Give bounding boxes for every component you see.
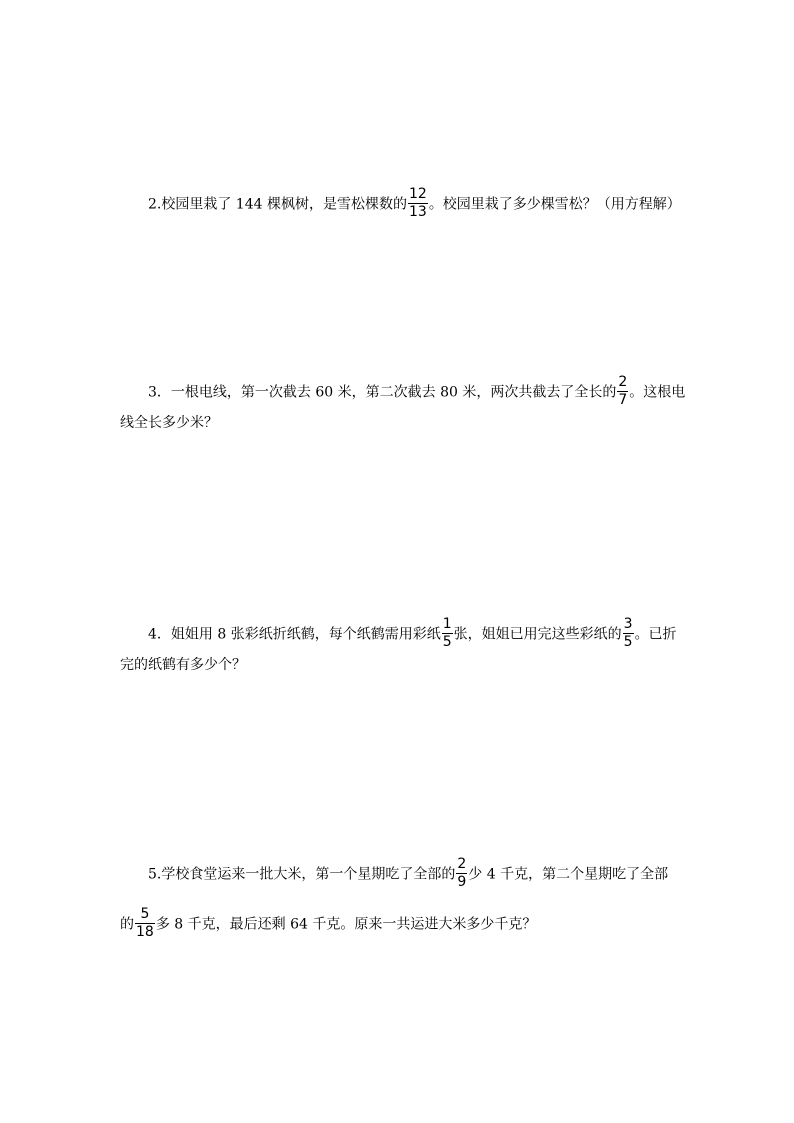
problem-2-text-start: 2.校园里栽了 144 棵枫树，是雪松棵数的 xyxy=(148,196,407,213)
problem-2-text-end: 。校园里栽了多少棵雪松？（用方程解） xyxy=(428,196,681,213)
problem-4-text-line-2: 完的纸鹤有多少个？ xyxy=(120,657,246,673)
fraction-5-18 xyxy=(135,906,155,941)
fraction-numerator: 5 xyxy=(135,906,155,924)
fraction-numerator: 2 xyxy=(618,374,628,390)
problem-4-text-middle: 张，姐姐已用完这些彩纸的 xyxy=(453,626,622,643)
fraction-numerator: 2 xyxy=(457,856,467,872)
problem-3-text-end: 。这根电 xyxy=(629,384,686,401)
problem-3-text-start: 3．一根电线，第一次截去 60 米，第二次截去 80 米，两次共截去了全长的 xyxy=(148,384,617,401)
fraction-denominator: 13 xyxy=(408,204,427,220)
problem-5-text-start: 5.学校食堂运来一批大米，第一个星期吃了全部的 xyxy=(148,866,456,883)
fraction-1-5 xyxy=(442,616,453,651)
problem-3-line-1 xyxy=(148,374,686,408)
problem-5-line-2 xyxy=(120,906,537,940)
fraction-denominator: 18 xyxy=(136,924,154,940)
problem-3-text-line-2: 线全长多少米？ xyxy=(120,415,218,431)
problem-2-line-1 xyxy=(148,186,681,220)
fraction-12-13 xyxy=(408,186,428,221)
problem-4-line-2 xyxy=(120,655,246,675)
problem-5-text-end: 少 4 千克，第二个星期吃了全部 xyxy=(468,866,669,883)
fraction-numerator: 3 xyxy=(623,616,633,632)
fraction-3-5 xyxy=(623,616,634,651)
fraction-2-7 xyxy=(617,374,628,409)
problem-3-line-2 xyxy=(120,413,218,433)
problem-4-text-start: 4．姐姐用 8 张彩纸折纸鹤，每个纸鹤需用彩纸 xyxy=(148,626,441,643)
fraction-denominator: 7 xyxy=(618,392,628,408)
fraction-denominator: 9 xyxy=(457,874,467,890)
problem-5-text-line-2-end: 多 8 千克，最后还剩 64 千克。原来一共运进大米多少千克？ xyxy=(155,916,537,933)
problem-5-text-line-2-start: 的 xyxy=(120,916,134,933)
fraction-numerator: 12 xyxy=(408,186,427,202)
fraction-denominator: 5 xyxy=(442,634,452,650)
fraction-numerator: 1 xyxy=(442,616,452,632)
fraction-2-9 xyxy=(456,856,467,891)
problem-5-line-1 xyxy=(148,856,669,890)
fraction-denominator: 5 xyxy=(623,634,633,650)
problem-4-line-1 xyxy=(148,616,677,650)
problem-4-text-end: 。已折 xyxy=(634,626,677,643)
